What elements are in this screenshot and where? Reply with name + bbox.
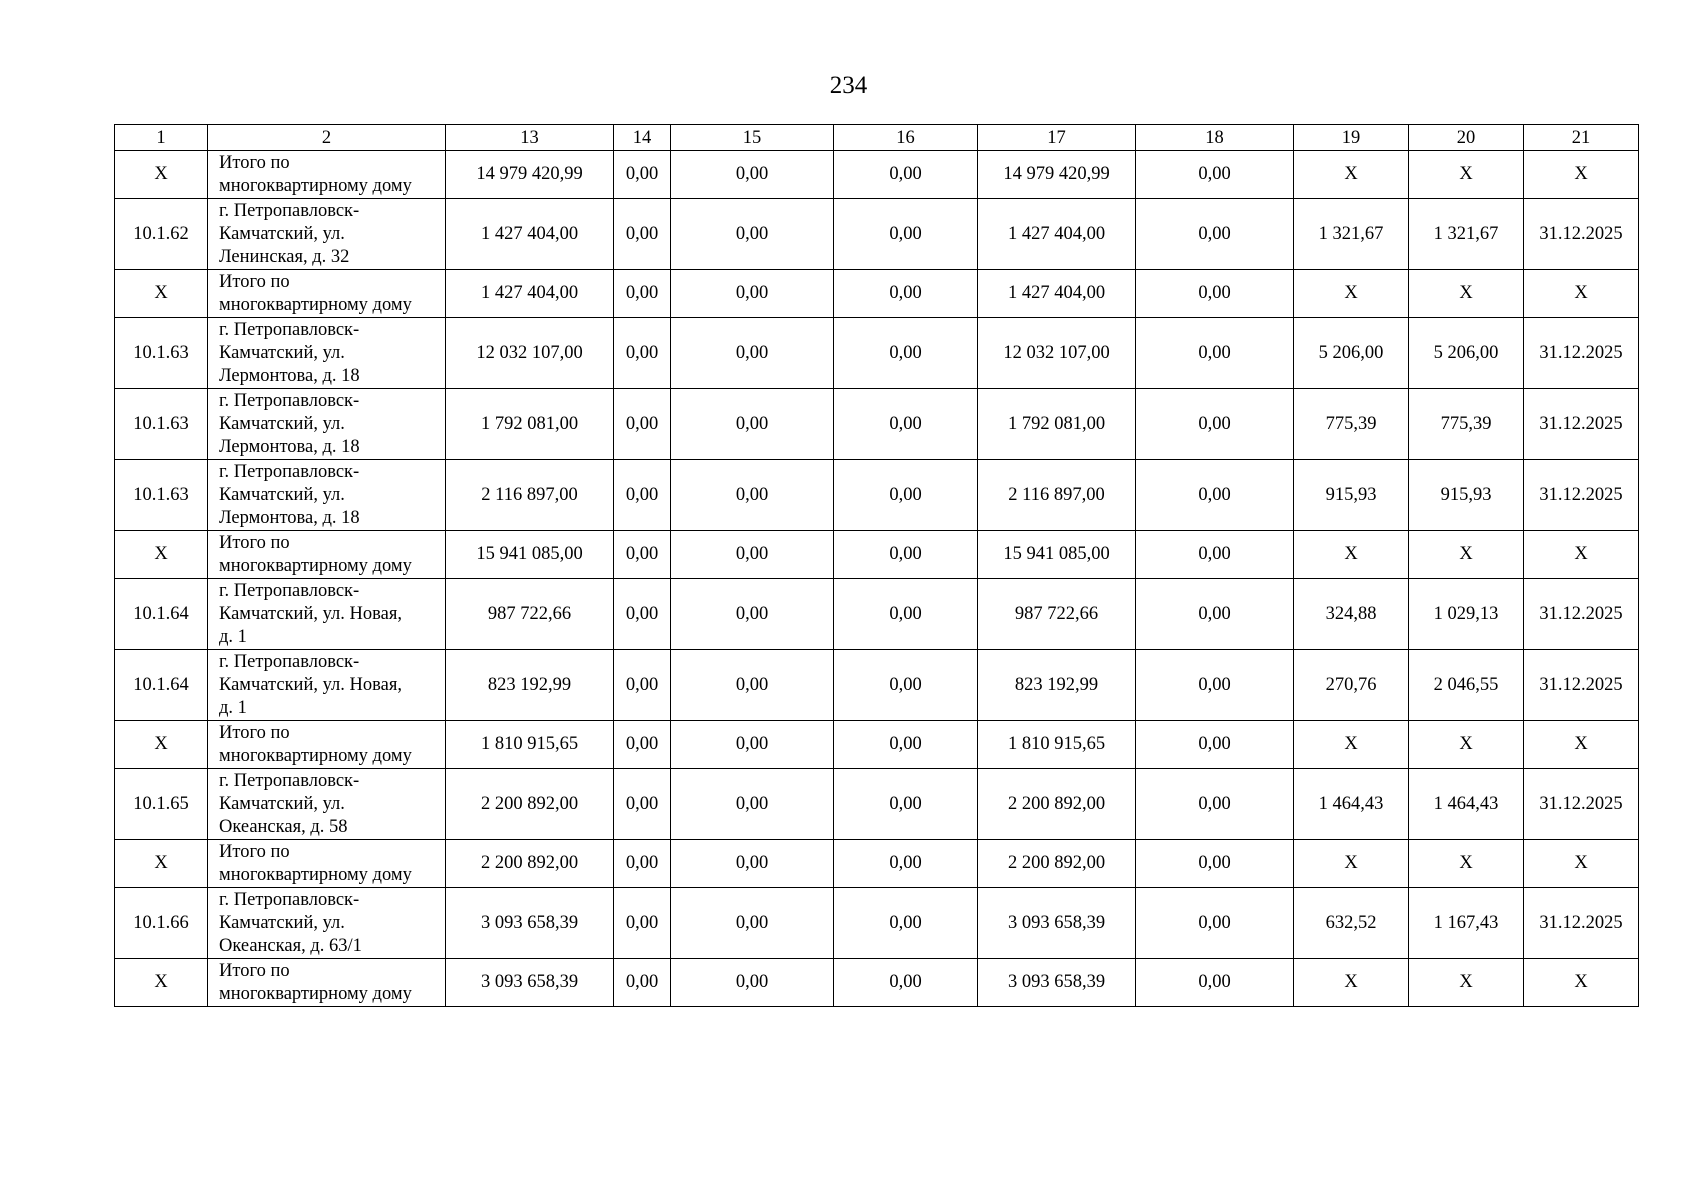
header-cell: 14 [614,125,671,151]
amount-col15-cell: 0,00 [671,959,834,1007]
item-number-cell: 10.1.64 [115,650,208,721]
amount-col15-cell: 0,00 [671,199,834,270]
item-number-cell: X [115,959,208,1007]
amount-col15-cell: 0,00 [671,721,834,769]
table-row [115,318,1639,389]
amount-col15-cell: 0,00 [671,389,834,460]
col19-cell: X [1294,151,1409,199]
header-cell: 16 [834,125,978,151]
amount-col17-cell: 1 427 404,00 [978,199,1136,270]
deadline-cell: X [1524,270,1639,318]
amount-col16-cell: 0,00 [834,840,978,888]
deadline-cell: 31.12.2025 [1524,318,1639,389]
amount-col13-cell: 1 810 915,65 [446,721,614,769]
amount-col16-cell: 0,00 [834,151,978,199]
amount-col18-cell: 0,00 [1136,199,1294,270]
amount-col18-cell: 0,00 [1136,151,1294,199]
col19-cell: 775,39 [1294,389,1409,460]
header-cell: 17 [978,125,1136,151]
amount-col14-cell: 0,00 [614,579,671,650]
amount-col13-cell: 823 192,99 [446,650,614,721]
amount-col14-cell: 0,00 [614,888,671,959]
amount-col13-cell: 987 722,66 [446,579,614,650]
amount-col13-cell: 2 200 892,00 [446,840,614,888]
table-body [115,125,1639,1007]
amount-col15-cell: 0,00 [671,460,834,531]
amount-col14-cell: 0,00 [614,840,671,888]
col20-cell: X [1409,151,1524,199]
amount-col16-cell: 0,00 [834,721,978,769]
amount-col14-cell: 0,00 [614,270,671,318]
amount-col17-cell: 2 200 892,00 [978,840,1136,888]
col20-cell: 1 167,43 [1409,888,1524,959]
col20-cell: 1 464,43 [1409,769,1524,840]
total-row [115,959,1639,1007]
amount-col17-cell: 3 093 658,39 [978,888,1136,959]
amount-col18-cell: 0,00 [1136,888,1294,959]
amount-col18-cell: 0,00 [1136,318,1294,389]
amount-col14-cell: 0,00 [614,531,671,579]
col19-cell: X [1294,721,1409,769]
header-cell: 19 [1294,125,1409,151]
amount-col14-cell: 0,00 [614,650,671,721]
amount-col16-cell: 0,00 [834,769,978,840]
amount-col15-cell: 0,00 [671,769,834,840]
page-number: 234 [829,72,868,99]
register-table [114,124,1639,1007]
col20-cell: 1 321,67 [1409,199,1524,270]
amount-col17-cell: 3 093 658,39 [978,959,1136,1007]
amount-col18-cell: 0,00 [1136,840,1294,888]
col20-cell: 1 029,13 [1409,579,1524,650]
amount-col14-cell: 0,00 [614,151,671,199]
item-number-cell: X [115,270,208,318]
amount-col13-cell: 15 941 085,00 [446,531,614,579]
address-cell: Итого по многоквартирному дому [208,270,446,318]
total-row [115,531,1639,579]
table-row [115,888,1639,959]
amount-col16-cell: 0,00 [834,389,978,460]
deadline-cell: 31.12.2025 [1524,888,1639,959]
amount-col17-cell: 987 722,66 [978,579,1136,650]
item-number-cell: 10.1.65 [115,769,208,840]
amount-col15-cell: 0,00 [671,840,834,888]
address-cell: Итого по многоквартирному дому [208,959,446,1007]
deadline-cell: X [1524,959,1639,1007]
item-number-cell: X [115,721,208,769]
amount-col17-cell: 15 941 085,00 [978,531,1136,579]
col20-cell: 2 046,55 [1409,650,1524,721]
deadline-cell: X [1524,840,1639,888]
address-cell: г. Петропавловск- Камчатский, ул. Новая, д. 1 [208,579,446,650]
col19-cell: 915,93 [1294,460,1409,531]
header-cell: 18 [1136,125,1294,151]
deadline-cell: 31.12.2025 [1524,389,1639,460]
col19-cell: 1 321,67 [1294,199,1409,270]
col19-cell: X [1294,531,1409,579]
col20-cell: X [1409,840,1524,888]
item-number-cell: X [115,151,208,199]
deadline-cell: 31.12.2025 [1524,579,1639,650]
deadline-cell: X [1524,151,1639,199]
table-row [115,389,1639,460]
col19-cell: X [1294,840,1409,888]
header-row [115,125,1639,151]
amount-col18-cell: 0,00 [1136,959,1294,1007]
amount-col17-cell: 1 427 404,00 [978,270,1136,318]
amount-col16-cell: 0,00 [834,888,978,959]
amount-col14-cell: 0,00 [614,199,671,270]
amount-col16-cell: 0,00 [834,579,978,650]
col19-cell: 5 206,00 [1294,318,1409,389]
total-row [115,151,1639,199]
address-cell: Итого по многоквартирному дому [208,840,446,888]
header-cell: 13 [446,125,614,151]
amount-col13-cell: 14 979 420,99 [446,151,614,199]
amount-col15-cell: 0,00 [671,270,834,318]
header-cell: 15 [671,125,834,151]
address-cell: Итого по многоквартирному дому [208,151,446,199]
amount-col15-cell: 0,00 [671,531,834,579]
amount-col13-cell: 3 093 658,39 [446,888,614,959]
col20-cell: X [1409,721,1524,769]
col20-cell: 775,39 [1409,389,1524,460]
deadline-cell: X [1524,721,1639,769]
amount-col13-cell: 1 427 404,00 [446,199,614,270]
amount-col18-cell: 0,00 [1136,270,1294,318]
col19-cell: 324,88 [1294,579,1409,650]
item-number-cell: X [115,840,208,888]
amount-col15-cell: 0,00 [671,579,834,650]
amount-col18-cell: 0,00 [1136,389,1294,460]
amount-col13-cell: 12 032 107,00 [446,318,614,389]
item-number-cell: 10.1.63 [115,389,208,460]
item-number-cell: X [115,531,208,579]
amount-col18-cell: 0,00 [1136,531,1294,579]
amount-col14-cell: 0,00 [614,460,671,531]
amount-col17-cell: 12 032 107,00 [978,318,1136,389]
amount-col17-cell: 1 810 915,65 [978,721,1136,769]
address-cell: г. Петропавловск- Камчатский, ул. Лермонтова, д. 18 [208,460,446,531]
amount-col16-cell: 0,00 [834,270,978,318]
amount-col14-cell: 0,00 [614,318,671,389]
amount-col16-cell: 0,00 [834,199,978,270]
col20-cell: X [1409,531,1524,579]
header-cell: 1 [115,125,208,151]
header-cell: 20 [1409,125,1524,151]
amount-col17-cell: 2 116 897,00 [978,460,1136,531]
total-row [115,270,1639,318]
deadline-cell: X [1524,531,1639,579]
amount-col13-cell: 2 116 897,00 [446,460,614,531]
col19-cell: 1 464,43 [1294,769,1409,840]
amount-col14-cell: 0,00 [614,389,671,460]
item-number-cell: 10.1.66 [115,888,208,959]
amount-col16-cell: 0,00 [834,318,978,389]
item-number-cell: 10.1.62 [115,199,208,270]
col20-cell: X [1409,270,1524,318]
amount-col14-cell: 0,00 [614,721,671,769]
table-row [115,579,1639,650]
deadline-cell: 31.12.2025 [1524,650,1639,721]
amount-col16-cell: 0,00 [834,460,978,531]
deadline-cell: 31.12.2025 [1524,199,1639,270]
amount-col18-cell: 0,00 [1136,579,1294,650]
amount-col18-cell: 0,00 [1136,721,1294,769]
deadline-cell: 31.12.2025 [1524,460,1639,531]
col20-cell: X [1409,959,1524,1007]
total-row [115,721,1639,769]
address-cell: Итого по многоквартирному дому [208,531,446,579]
amount-col17-cell: 2 200 892,00 [978,769,1136,840]
item-number-cell: 10.1.63 [115,318,208,389]
col20-cell: 5 206,00 [1409,318,1524,389]
amount-col15-cell: 0,00 [671,151,834,199]
address-cell: г. Петропавловск- Камчатский, ул. Новая, д. 1 [208,650,446,721]
amount-col13-cell: 3 093 658,39 [446,959,614,1007]
amount-col13-cell: 1 792 081,00 [446,389,614,460]
item-number-cell: 10.1.63 [115,460,208,531]
table-row [115,460,1639,531]
amount-col16-cell: 0,00 [834,650,978,721]
table-row [115,650,1639,721]
address-cell: г. Петропавловск- Камчатский, ул. Ленинская, д. 32 [208,199,446,270]
amount-col17-cell: 823 192,99 [978,650,1136,721]
address-cell: г. Петропавловск- Камчатский, ул. Океанская, д. 63/1 [208,888,446,959]
col19-cell: 632,52 [1294,888,1409,959]
address-cell: г. Петропавловск- Камчатский, ул. Лермонтова, д. 18 [208,389,446,460]
amount-col15-cell: 0,00 [671,888,834,959]
col20-cell: 915,93 [1409,460,1524,531]
total-row [115,840,1639,888]
deadline-cell: 31.12.2025 [1524,769,1639,840]
amount-col18-cell: 0,00 [1136,650,1294,721]
address-cell: г. Петропавловск- Камчатский, ул. Лермонтова, д. 18 [208,318,446,389]
amount-col17-cell: 1 792 081,00 [978,389,1136,460]
amount-col18-cell: 0,00 [1136,460,1294,531]
header-cell: 21 [1524,125,1639,151]
amount-col13-cell: 1 427 404,00 [446,270,614,318]
col19-cell: X [1294,270,1409,318]
item-number-cell: 10.1.64 [115,579,208,650]
amount-col14-cell: 0,00 [614,959,671,1007]
amount-col15-cell: 0,00 [671,650,834,721]
table-row [115,769,1639,840]
amount-col14-cell: 0,00 [614,769,671,840]
table-row [115,199,1639,270]
amount-col15-cell: 0,00 [671,318,834,389]
col19-cell: X [1294,959,1409,1007]
amount-col16-cell: 0,00 [834,959,978,1007]
header-cell: 2 [208,125,446,151]
amount-col13-cell: 2 200 892,00 [446,769,614,840]
amount-col17-cell: 14 979 420,99 [978,151,1136,199]
address-cell: Итого по многоквартирному дому [208,721,446,769]
amount-col16-cell: 0,00 [834,531,978,579]
col19-cell: 270,76 [1294,650,1409,721]
amount-col18-cell: 0,00 [1136,769,1294,840]
address-cell: г. Петропавловск- Камчатский, ул. Океанская, д. 58 [208,769,446,840]
